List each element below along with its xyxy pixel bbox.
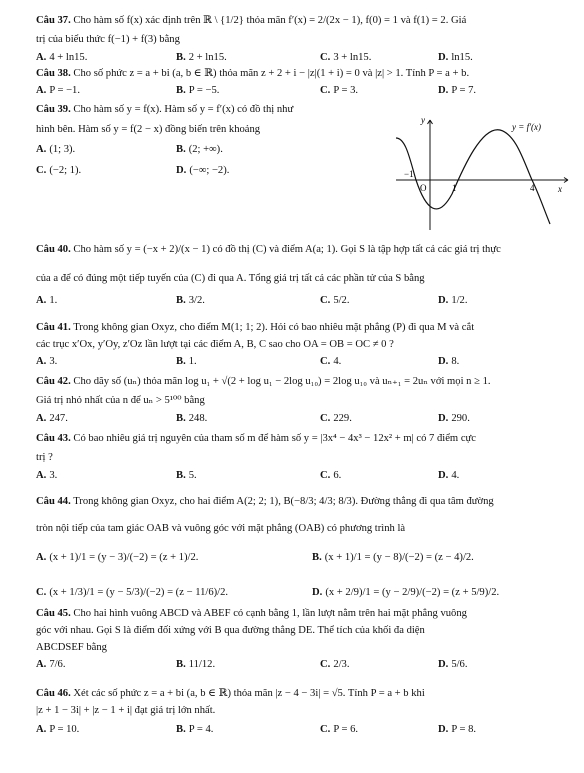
q39-number: Câu 39. xyxy=(36,104,71,115)
q43-option-a[interactable] xyxy=(36,469,57,482)
option-key: B. xyxy=(176,724,186,735)
option-text: (−∞; −2). xyxy=(189,165,230,176)
option-text: (x + 2/9)/1 = (y − 2/9)/(−2) = (z + 5/9)/2. xyxy=(325,587,500,598)
q45-option-d[interactable] xyxy=(438,658,468,671)
option-text: (2; +∞). xyxy=(188,144,223,155)
q39-option-c[interactable] xyxy=(36,164,81,177)
x-axis-label: x xyxy=(558,184,562,194)
option-key: B. xyxy=(176,295,186,306)
option-key: D. xyxy=(438,659,449,670)
option-text: 1. xyxy=(49,295,58,306)
option-text: P = −5. xyxy=(188,85,220,96)
q39-option-d[interactable] xyxy=(176,164,229,177)
q38-number: Câu 38. xyxy=(36,68,71,79)
q40-text2: của a để có đúng một tiếp tuyến của (C) đi qua A. Tổng giá trị tất cả các phần tử của S bằng xyxy=(36,273,425,284)
option-key: A. xyxy=(36,724,47,735)
q43-option-d[interactable] xyxy=(438,469,459,482)
q37-number: Câu 37. xyxy=(36,15,71,26)
q45-text1: Cho hai hình vuông ABCD và ABEF có cạnh bằng 1, lần lượt nằm trên hai mặt phẳng vuông xyxy=(73,608,467,619)
option-text: P = 6. xyxy=(333,724,359,735)
q37-text2: trị của biểu thức f(−1) + f(3) bằng xyxy=(36,34,180,45)
q37-option-d[interactable] xyxy=(438,51,473,64)
option-text: ln15. xyxy=(451,52,473,63)
q42-option-d[interactable] xyxy=(438,412,470,425)
option-key: B. xyxy=(176,356,186,367)
q38-text1: Cho số phức z = a + bi (a, b ∈ ℝ) thỏa mãn z + 2 + i − |z|(1 + i) = 0 và |z| > 1. Tính P = a + b. xyxy=(73,68,470,79)
q38-option-a[interactable] xyxy=(36,84,80,97)
q45-option-b[interactable] xyxy=(176,658,215,671)
option-key: B. xyxy=(176,413,186,424)
option-text: 1/2. xyxy=(451,295,468,306)
q46-option-b[interactable] xyxy=(176,723,213,736)
option-text: P = 10. xyxy=(49,724,80,735)
option-text: (x + 1)/1 = (y − 3)/(−2) = (z + 1)/2. xyxy=(49,552,199,563)
option-key: B. xyxy=(176,144,186,155)
q37-line-1 xyxy=(36,14,574,27)
q44-number: Câu 44. xyxy=(36,496,71,507)
q46-number: Câu 46. xyxy=(36,688,71,699)
q39-text1: Cho hàm số y = f(x). Hàm số y = f′(x) có đồ thị như xyxy=(73,104,294,115)
option-key: D. xyxy=(438,52,449,63)
option-key: A. xyxy=(36,85,47,96)
q44-text2: tròn nội tiếp của tam giác OAB và vuông góc với mặt phẳng (OAB) có phương trình là xyxy=(36,523,406,534)
q44-option-d[interactable] xyxy=(312,586,499,599)
option-key: C. xyxy=(320,52,331,63)
q37-line-2 xyxy=(36,33,574,46)
option-text: 3 + ln15. xyxy=(333,52,372,63)
q41-option-d[interactable] xyxy=(438,355,459,368)
option-key: A. xyxy=(36,144,47,155)
option-key: D. xyxy=(438,470,449,481)
q39-option-a[interactable] xyxy=(36,143,75,156)
q41-line-1 xyxy=(36,321,574,334)
option-text: (x + 1/3)/1 = (y − 5/3)/(−2) = (z − 11/6)/2. xyxy=(49,587,229,598)
option-text: 247. xyxy=(49,413,68,424)
option-text: 4. xyxy=(451,470,460,481)
option-key: C. xyxy=(320,724,331,735)
q37-option-a[interactable] xyxy=(36,51,87,64)
option-text: 248. xyxy=(188,413,208,424)
option-key: A. xyxy=(36,295,47,306)
q37-option-c[interactable] xyxy=(320,51,371,64)
option-key: B. xyxy=(176,470,186,481)
option-text: 2/3. xyxy=(333,659,350,670)
option-text: 3. xyxy=(49,356,58,367)
q45-text2: góc với nhau. Gọi S là điểm đối xứng với B qua đường thẳng DE. Thể tích của khối đa diện xyxy=(36,625,425,636)
derivative-graph xyxy=(392,114,572,234)
option-text: 3/2. xyxy=(188,295,205,306)
q40-option-b[interactable] xyxy=(176,294,205,307)
q41-option-c[interactable] xyxy=(320,355,341,368)
option-text: P = 4. xyxy=(188,724,214,735)
q45-line-3 xyxy=(36,641,574,654)
option-key: A. xyxy=(36,413,47,424)
option-text: (−2; 1). xyxy=(49,165,82,176)
q42-line-2 xyxy=(36,394,574,407)
option-text: 2 + ln15. xyxy=(188,52,227,63)
q41-text2: các trục x′Ox, y′Oy, z′Oz lần lượt tại các điểm A, B, C sao cho OA = OB = OC ≠ 0 ? xyxy=(36,339,394,350)
option-text: 1. xyxy=(188,356,197,367)
option-text: 7/6. xyxy=(49,659,66,670)
q40-text1: Cho hàm số y = (−x + 2)/(x − 1) có đồ thị (C) và điểm A(a; 1). Gọi S là tập hợp tất cả các giá trị thực xyxy=(73,244,501,255)
option-text: P = 8. xyxy=(451,724,477,735)
option-key: C. xyxy=(36,587,47,598)
option-text: P = 7. xyxy=(451,85,477,96)
q44-option-c[interactable] xyxy=(36,586,228,599)
q39-option-b[interactable] xyxy=(176,143,223,156)
tick-1: 1 xyxy=(452,183,457,193)
q38-option-d[interactable] xyxy=(438,84,476,97)
fprime-curve xyxy=(396,130,550,224)
option-text: 4. xyxy=(333,356,342,367)
q46-line-2 xyxy=(36,704,574,717)
q43-option-b[interactable] xyxy=(176,469,197,482)
option-key: B. xyxy=(176,52,186,63)
q42-option-a[interactable] xyxy=(36,412,68,425)
q40-number: Câu 40. xyxy=(36,244,71,255)
option-text: 4 + ln15. xyxy=(49,52,88,63)
option-key: D. xyxy=(438,724,449,735)
q42-text1: Cho dãy số (uₙ) thỏa mãn log u₁ + √(2 + log u₁ − 2log u₁₀) = 2log u₁₀ và uₙ₊₁ = 2uₙ với mọi n ≥ 1. xyxy=(73,376,491,387)
q38-option-b[interactable] xyxy=(176,84,219,97)
q44-option-a[interactable] xyxy=(36,551,198,564)
option-key: D. xyxy=(176,165,187,176)
q40-option-d[interactable] xyxy=(438,294,468,307)
q46-line-1 xyxy=(36,687,574,700)
q46-option-d[interactable] xyxy=(438,723,476,736)
option-key: C. xyxy=(320,85,331,96)
option-text: 5/6. xyxy=(451,659,468,670)
option-text: 5. xyxy=(188,470,197,481)
q45-option-c[interactable] xyxy=(320,658,350,671)
option-key: D. xyxy=(438,295,449,306)
option-key: A. xyxy=(36,52,47,63)
option-key: D. xyxy=(438,356,449,367)
option-key: C. xyxy=(320,295,331,306)
option-key: B. xyxy=(176,85,186,96)
q41-option-a[interactable] xyxy=(36,355,57,368)
q44-text1: Trong không gian Oxyz, cho hai điểm A(2; 2; 1), B(−8/3; 4/3; 8/3). Đường thẳng đi qua tâm đường xyxy=(73,496,494,507)
q42-line-1 xyxy=(36,375,574,388)
origin-label: O xyxy=(420,183,427,193)
q37-text1: Cho hàm số f(x) xác định trên ℝ \ {1/2} thỏa mãn f′(x) = 2/(2x − 1), f(0) = 1 và f(1) = 2. Giá xyxy=(73,15,467,26)
q43-text1: Có bao nhiêu giá trị nguyên của tham số m để hàm số y = |3x⁴ − 4x³ − 12x² + m| có 7 điểm cực xyxy=(73,433,476,444)
q45-option-a[interactable] xyxy=(36,658,66,671)
option-text: (1; 3). xyxy=(49,144,76,155)
q43-line-1 xyxy=(36,432,574,445)
q39-text2: hình bên. Hàm số y = f(2 − x) đồng biến trên khoảng xyxy=(36,124,261,135)
option-key: C. xyxy=(320,659,331,670)
option-key: C. xyxy=(320,413,331,424)
option-key: B. xyxy=(312,552,322,563)
q41-number: Câu 41. xyxy=(36,322,71,333)
option-key: B. xyxy=(176,659,186,670)
q40-line-2 xyxy=(36,272,574,285)
option-text: P = −1. xyxy=(49,85,81,96)
q43-line-2 xyxy=(36,451,574,464)
q40-option-a[interactable] xyxy=(36,294,57,307)
q43-number: Câu 43. xyxy=(36,433,71,444)
q43-option-c[interactable] xyxy=(320,469,341,482)
option-text: 290. xyxy=(451,413,470,424)
option-key: A. xyxy=(36,470,47,481)
q41-option-b[interactable] xyxy=(176,355,197,368)
q42-option-c[interactable] xyxy=(320,412,352,425)
q42-text2: Giá trị nhỏ nhất của n để uₙ > 5¹⁰⁰ bằng xyxy=(36,395,205,406)
q45-number: Câu 45. xyxy=(36,608,71,619)
option-text: 6. xyxy=(333,470,342,481)
q38-option-c[interactable] xyxy=(320,84,358,97)
option-key: D. xyxy=(438,85,449,96)
q44-option-b[interactable] xyxy=(312,551,474,564)
q40-option-c[interactable] xyxy=(320,294,350,307)
option-key: C. xyxy=(320,470,331,481)
q46-option-c[interactable] xyxy=(320,723,358,736)
q46-text1: Xét các số phức z = a + bi (a, b ∈ ℝ) thỏa mãn |z − 4 − 3i| = √5. Tính P = a + b khi xyxy=(73,688,425,699)
option-key: D. xyxy=(312,587,323,598)
y-axis-label: y xyxy=(421,115,425,125)
q38-line-1 xyxy=(36,67,574,80)
q45-line-2 xyxy=(36,624,574,637)
q41-line-2 xyxy=(36,338,574,351)
option-text: (x + 1)/1 = (y − 8)/(−2) = (z − 4)/2. xyxy=(324,552,474,563)
q37-option-b[interactable] xyxy=(176,51,227,64)
q40-line-1 xyxy=(36,243,574,256)
q45-text3: ABCDSEF bằng xyxy=(36,642,107,653)
q45-line-1 xyxy=(36,607,574,620)
option-text: P = 3. xyxy=(333,85,359,96)
option-text: 3. xyxy=(49,470,58,481)
q46-option-a[interactable] xyxy=(36,723,79,736)
option-text: 229. xyxy=(333,413,352,424)
tick-neg-1: −1 xyxy=(404,169,414,179)
option-key: C. xyxy=(320,356,331,367)
tick-4: 4 xyxy=(530,183,535,193)
q46-text2: |z + 1 − 3i| + |z − 1 + i| đạt giá trị lớn nhất. xyxy=(36,705,216,716)
option-text: 8. xyxy=(451,356,460,367)
option-key: A. xyxy=(36,356,47,367)
q41-text1: Trong không gian Oxyz, cho điểm M(1; 1; 2). Hỏi có bao nhiêu mặt phẳng (P) đi qua M và cắt xyxy=(73,322,475,333)
option-text: 11/12. xyxy=(188,659,216,670)
q44-line-2 xyxy=(36,522,574,535)
q42-number: Câu 42. xyxy=(36,376,71,387)
q44-line-1 xyxy=(36,495,574,508)
option-key: C. xyxy=(36,165,47,176)
function-label: y = f′(x) xyxy=(512,122,542,132)
option-text: 5/2. xyxy=(333,295,350,306)
option-key: A. xyxy=(36,659,47,670)
option-key: D. xyxy=(438,413,449,424)
q43-text2: trị ? xyxy=(36,452,53,463)
option-key: A. xyxy=(36,552,47,563)
q42-option-b[interactable] xyxy=(176,412,207,425)
